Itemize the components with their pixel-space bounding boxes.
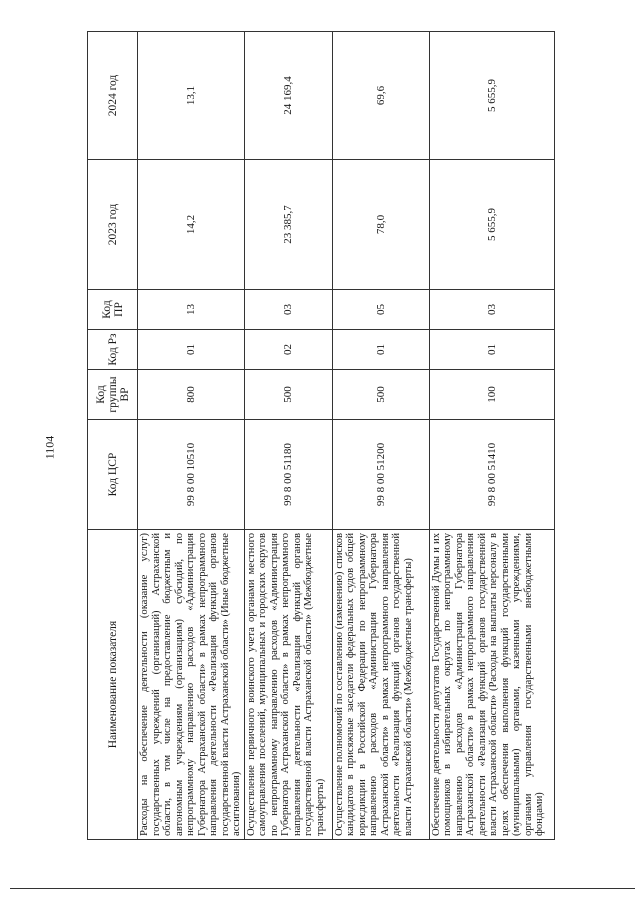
cell-rz: 01 — [138, 330, 245, 370]
cell-2023: 23 385,7 — [244, 160, 332, 290]
cell-pr: 05 — [332, 290, 429, 330]
cell-name: Осуществление полномочий по составлению (изменению) списков кандидатов в присяжные заседатели федеральных судов общей юрисдикции в Российской Федерации по непрограммному направлению расходов «Администрация Губернатора Астраханской области» в рамках непрограммного направления деятельности «Реализация функций органов государственной власти Астраханской области» (Межбюджетные трансферты) — [332, 530, 429, 840]
cell-2023: 14,2 — [138, 160, 245, 290]
table-row — [429, 32, 554, 840]
table-row — [138, 32, 245, 840]
cell-pr: 13 — [138, 290, 245, 330]
cell-2024: 69,6 — [332, 32, 429, 160]
cell-name: Осуществление первичного воинского учета органами местного самоуправления поселений, муниципальных и городских округов по непрограммному направлению расходов «Администрация Губернатора Астраханской области» в рамках непрограммного направления деятельности «Реализация функций органов государственной власти Астраханской области» (Межбюджетные трансферты) — [244, 530, 332, 840]
cell-pr: 03 — [244, 290, 332, 330]
header-2023: 2023 год — [88, 160, 138, 290]
cell-vr: 500 — [244, 370, 332, 420]
header-vr: Код группы ВР — [88, 370, 138, 420]
cell-csr: 99 8 00 51200 — [332, 420, 429, 530]
cell-vr: 800 — [138, 370, 245, 420]
cell-vr: 500 — [332, 370, 429, 420]
page-bottom-rule — [10, 888, 635, 889]
cell-2024: 24 169,4 — [244, 32, 332, 160]
cell-csr: 99 8 00 51410 — [429, 420, 554, 530]
table-row — [244, 32, 332, 840]
header-name: Наименование показателя — [88, 530, 138, 840]
cell-rz: 01 — [429, 330, 554, 370]
page-number: 1104 — [42, 435, 57, 460]
cell-rz: 02 — [244, 330, 332, 370]
cell-csr: 99 8 00 51180 — [244, 420, 332, 530]
header-2024: 2024 год — [88, 32, 138, 160]
cell-rz: 01 — [332, 330, 429, 370]
header-pr: Код ПР — [88, 290, 138, 330]
cell-2024: 13,1 — [138, 32, 245, 160]
cell-2023: 78,0 — [332, 160, 429, 290]
cell-2024: 5 655,9 — [429, 32, 554, 160]
table-header-row — [88, 32, 138, 840]
table-row — [332, 32, 429, 840]
header-rz: Код Рз — [88, 330, 138, 370]
budget-table-container — [87, 32, 547, 840]
cell-name: Обеспечение деятельности депутатов Государственной Думы и их помощников в избирательных округах по непрограммному направлению расходов «Администрация Губернатора Астраханской области» в рамках непрограммного направления деятельности «Реализация функций органов государственной власти Астраханской области» (Расходы на выплаты персоналу в целях обеспечения выполнения функций государственными (муниципальными) органами, казенными учреждениями, органами управления государственными внебюджетными фондами) — [429, 530, 554, 840]
cell-2023: 5 655,9 — [429, 160, 554, 290]
cell-csr: 99 8 00 10510 — [138, 420, 245, 530]
cell-vr: 100 — [429, 370, 554, 420]
cell-name: Расходы на обеспечение деятельности (оказание услуг) государственных учреждений (организаций) Астраханской области, в том числе на предоставление бюджетным и автономным учреждениям (организациям) субсидий, по непрограммному направлению расходов «Администрация Губернатора Астраханской области» в рамках непрограммного направления деятельности «Реализация функций органов государственной власти Астраханской области» (Иные бюджетные ассигнования) — [138, 530, 245, 840]
cell-pr: 03 — [429, 290, 554, 330]
budget-table — [87, 31, 555, 840]
header-csr: Код ЦСР — [88, 420, 138, 530]
